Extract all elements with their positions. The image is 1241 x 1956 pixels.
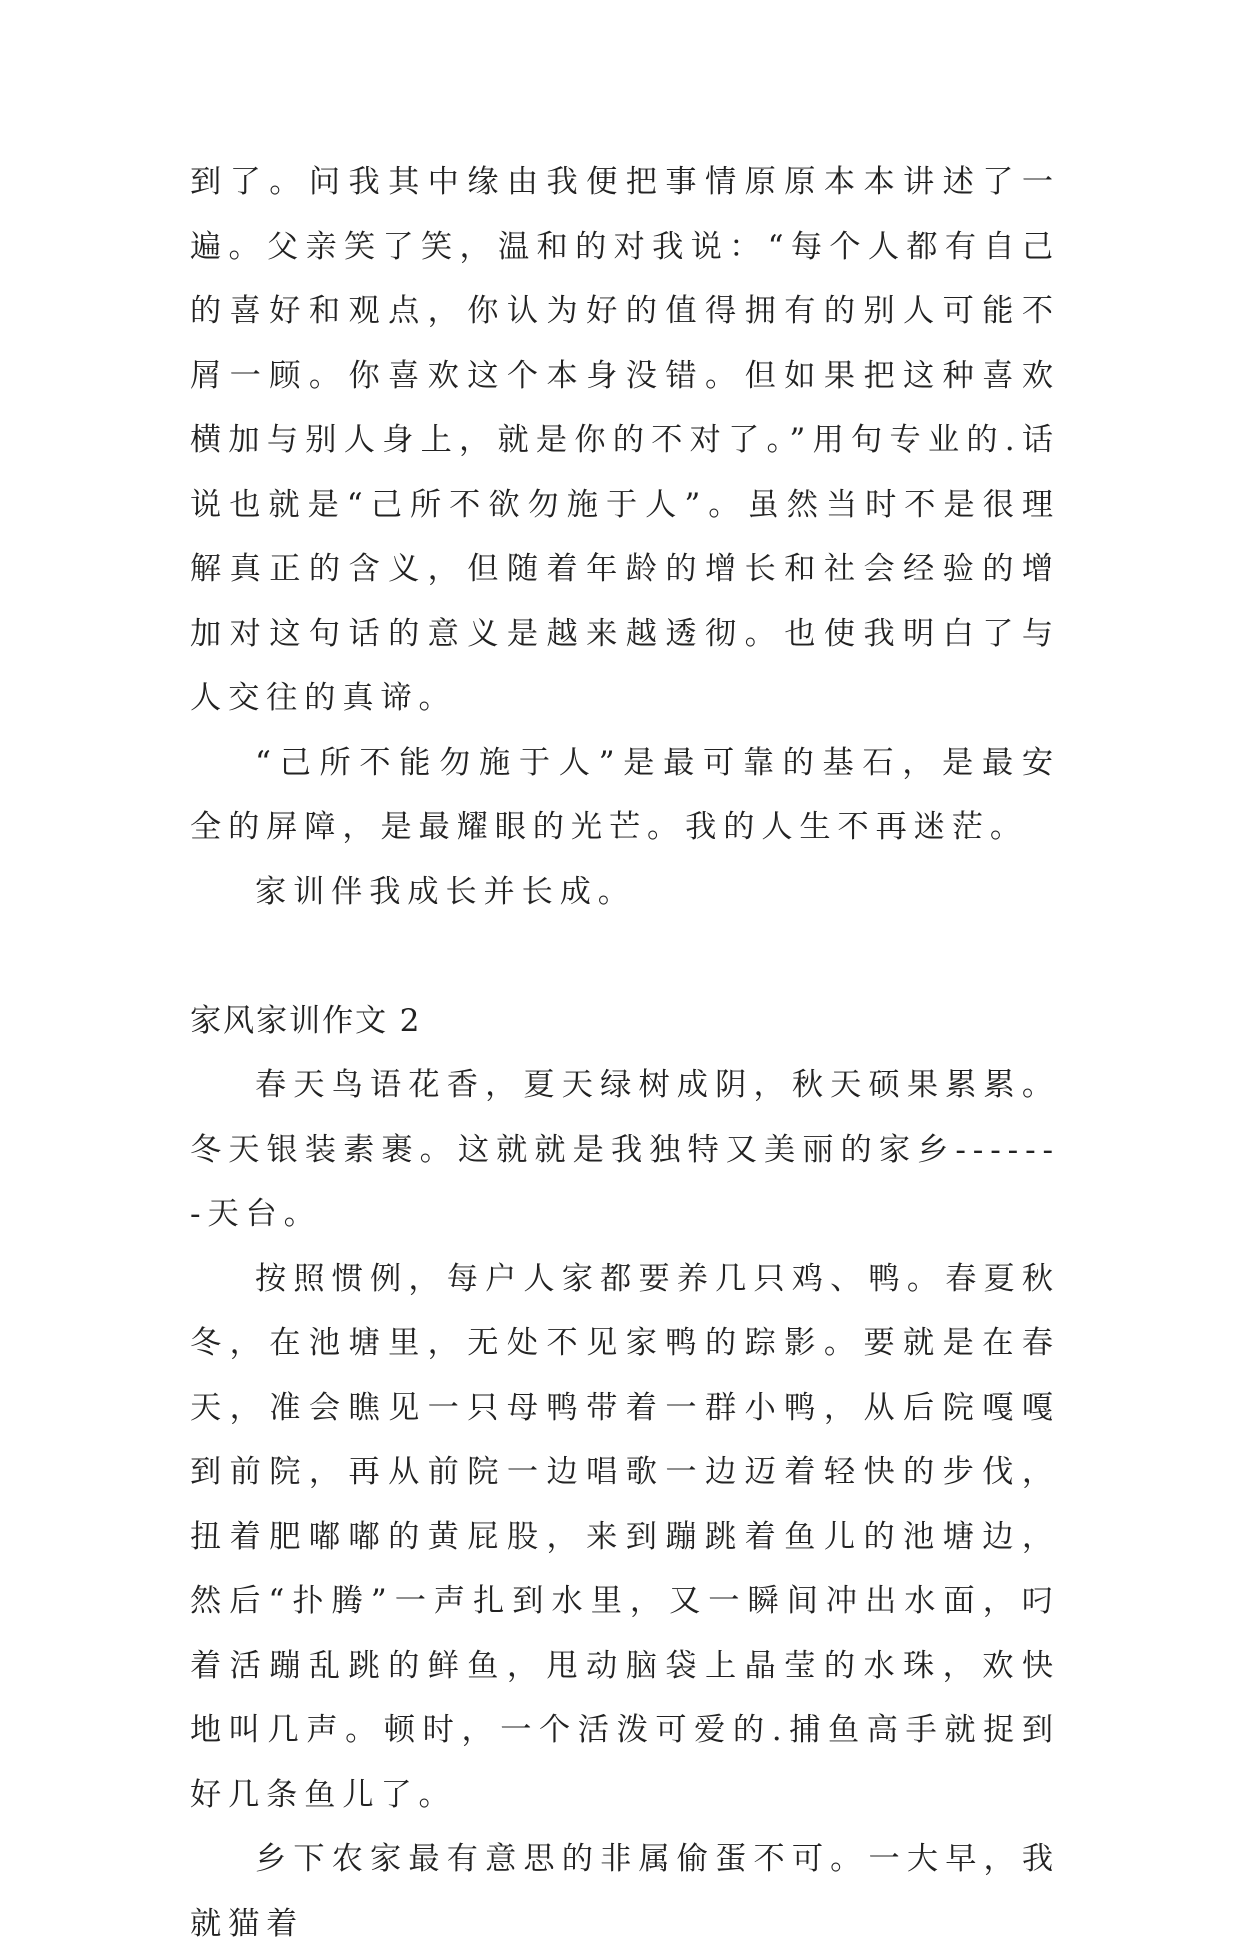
document-body [190, 150, 1060, 1956]
paragraph-egg-stealing: 乡下农家最有意思的非属偷蛋不可。一大早，我就猫着 [190, 1841, 1060, 1942]
section-spacer [190, 924, 1060, 989]
paragraph-family-motto: 家训伴我成长并长成。 [255, 873, 636, 910]
paragraph-golden-rule: “己所不能勿施于人”是最可靠的基石，是最安全的屏障，是最耀眼的光芒。我的人生不再迷茫。 [190, 744, 1060, 845]
paragraph-father-advice: 到了。问我其中缘由我便把事情原原本本讲述了一遍。父亲笑了笑，温和的对我说：“每个人都有自己的喜好和观点，你认为好的值得拥有的别人可能不屑一顾。你喜欢这个本身没错。但如果把这种喜欢横加与别人身上，就是你的不对了。”用句专业的.话说也就是“己所不欲勿施于人”。虽然当时不是很理解真正的含义，但随着年龄的增长和社会经验的增加对这句话的意义是越来越透彻。也使我明白了与人交往的真谛。 [190, 164, 1060, 716]
paragraph-hometown: 春天鸟语花香，夏天绿树成阴，秋天硕果累累。冬天银装素裹。这就就是我独特又美丽的家乡-------天台。 [190, 1067, 1060, 1232]
section-title: 家风家训作文 2 [190, 1002, 422, 1039]
paragraph-ducks: 按照惯例，每户人家都要养几只鸡、鸭。春夏秋冬，在池塘里，无处不见家鸭的踪影。要就是在春天，准会瞧见一只母鸭带着一群小鸭，从后院嘎嘎到前院，再从前院一边唱歌一边迈着轻快的步伐，扭着肥嘟嘟的黄屁股，来到蹦跳着鱼儿的池塘边，然后“扑腾”一声扎到水里，又一瞬间冲出水面，叼着活蹦乱跳的鲜鱼，甩动脑袋上晶莹的水珠，欢快地叫几声。顿时，一个活泼可爱的.捕鱼高手就捉到好几条鱼儿了。 [190, 1260, 1060, 1813]
